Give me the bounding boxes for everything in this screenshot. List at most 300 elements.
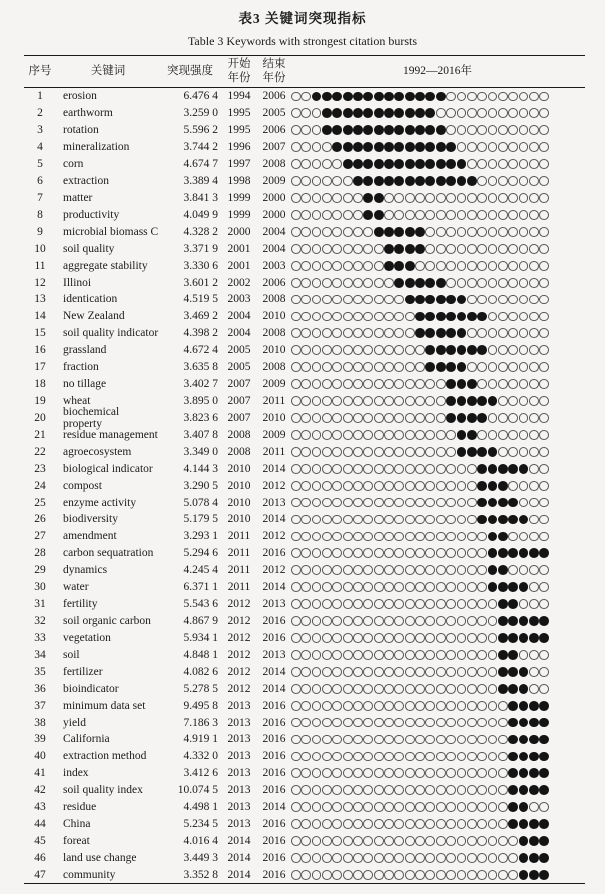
burst-year-dot-empty	[425, 582, 435, 592]
burst-year-dot-filled	[446, 362, 456, 372]
burst-year-dot-empty	[415, 667, 425, 677]
burst-year-dot-empty	[291, 176, 301, 186]
burst-year-dot-empty	[394, 718, 404, 728]
burst-year-dot-empty	[457, 142, 467, 152]
burst-timeline	[290, 278, 585, 288]
burst-year-dot-filled	[384, 108, 394, 118]
table-row	[24, 173, 585, 190]
burst-year-dot-empty	[457, 548, 467, 558]
burst-year-dot-empty	[415, 193, 425, 203]
burst-year-dot-empty	[332, 870, 342, 880]
burst-year-dot-empty	[529, 328, 539, 338]
burst-year-dot-filled	[508, 785, 518, 795]
burst-year-dot-filled	[436, 176, 446, 186]
burst-year-dot-empty	[353, 328, 363, 338]
burst-year-dot-empty	[446, 430, 456, 440]
row-number-cell: 41	[34, 767, 46, 780]
burst-year-dot-empty	[353, 667, 363, 677]
burst-year-dot-empty	[374, 853, 384, 863]
burst-year-dot-empty	[477, 853, 487, 863]
burst-year-dot-empty	[508, 142, 518, 152]
burst-year-dot-empty	[446, 548, 456, 558]
burst-strength-cell: 4.328 2	[183, 225, 218, 238]
burst-year-dot-empty	[363, 582, 373, 592]
burst-year-dot-filled	[363, 108, 373, 118]
burst-year-dot-empty	[322, 701, 332, 711]
burst-year-dot-empty	[425, 735, 435, 745]
burst-year-dot-empty	[519, 125, 529, 135]
burst-year-dot-empty	[374, 532, 384, 542]
burst-year-dot-empty	[312, 785, 322, 795]
burst-year-dot-empty	[353, 532, 363, 542]
burst-timeline	[290, 650, 585, 660]
burst-year-dot-empty	[363, 447, 373, 457]
burst-timeline	[290, 498, 585, 508]
burst-year-dot-filled	[374, 108, 384, 118]
keyword-burst-table	[24, 55, 585, 884]
burst-year-dot-empty	[436, 633, 446, 643]
burst-year-dot-empty	[291, 396, 301, 406]
burst-year-dot-empty	[539, 684, 549, 694]
burst-year-dot-empty	[332, 684, 342, 694]
burst-year-dot-empty	[446, 481, 456, 491]
burst-year-dot-empty	[301, 819, 311, 829]
burst-year-dot-empty	[436, 447, 446, 457]
burst-year-dot-empty	[374, 447, 384, 457]
burst-year-dot-empty	[353, 312, 363, 322]
burst-year-dot-empty	[488, 142, 498, 152]
keyword-cell: aggregate stability	[63, 259, 148, 272]
burst-year-dot-empty	[415, 396, 425, 406]
burst-year-dot-empty	[343, 853, 353, 863]
burst-year-dot-empty	[508, 312, 518, 322]
burst-year-dot-empty	[363, 718, 373, 728]
burst-year-dot-filled	[519, 684, 529, 694]
burst-year-dot-empty	[363, 481, 373, 491]
burst-year-dot-filled	[457, 447, 467, 457]
burst-year-dot-empty	[332, 328, 342, 338]
burst-year-dot-empty	[343, 261, 353, 271]
col-header-timeline-range: 1992—2016年	[403, 65, 472, 78]
burst-year-dot-empty	[539, 582, 549, 592]
table-row	[24, 223, 585, 240]
table-row	[24, 782, 585, 799]
burst-year-dot-empty	[405, 599, 415, 609]
burst-year-dot-empty	[488, 125, 498, 135]
burst-year-dot-empty	[457, 481, 467, 491]
burst-strength-cell: 3.352 8	[183, 868, 218, 881]
burst-year-dot-empty	[312, 396, 322, 406]
table-body	[24, 88, 585, 883]
burst-strength-cell: 4.867 9	[183, 615, 218, 627]
burst-year-dot-empty	[301, 870, 311, 880]
burst-year-dot-empty	[301, 752, 311, 762]
burst-year-dot-empty	[343, 362, 353, 372]
burst-year-dot-empty	[498, 261, 508, 271]
burst-year-dot-filled	[353, 176, 363, 186]
burst-year-dot-empty	[394, 650, 404, 660]
keyword-cell: dynamics	[63, 564, 108, 577]
burst-timeline	[290, 870, 585, 880]
burst-year-dot-filled	[446, 413, 456, 423]
keyword-cell: rotation	[63, 124, 99, 137]
burst-year-dot-empty	[322, 312, 332, 322]
burst-year-dot-empty	[301, 785, 311, 795]
burst-year-dot-empty	[394, 616, 404, 626]
burst-year-dot-empty	[343, 328, 353, 338]
keyword-cell: yield	[63, 716, 86, 729]
burst-year-dot-empty	[374, 701, 384, 711]
burst-year-dot-empty	[363, 532, 373, 542]
burst-year-dot-empty	[436, 768, 446, 778]
row-number-cell: 37	[34, 699, 46, 712]
start-year-cell: 1997	[227, 158, 251, 171]
start-year-cell: 2004	[227, 310, 251, 323]
burst-year-dot-empty	[405, 362, 415, 372]
start-year-cell: 2013	[227, 818, 251, 831]
end-year-cell: 2010	[262, 344, 286, 357]
burst-year-dot-empty	[477, 599, 487, 609]
burst-year-dot-empty	[488, 684, 498, 694]
burst-year-dot-empty	[332, 836, 342, 846]
burst-year-dot-empty	[343, 785, 353, 795]
burst-year-dot-empty	[353, 481, 363, 491]
burst-year-dot-empty	[436, 413, 446, 423]
burst-year-dot-empty	[467, 819, 477, 829]
burst-year-dot-empty	[291, 616, 301, 626]
burst-year-dot-empty	[477, 142, 487, 152]
row-number-cell: 38	[34, 716, 46, 729]
burst-timeline	[290, 295, 585, 305]
burst-year-dot-empty	[353, 244, 363, 254]
burst-year-dot-empty	[301, 481, 311, 491]
burst-year-dot-empty	[291, 498, 301, 508]
burst-year-dot-filled	[488, 582, 498, 592]
burst-year-dot-empty	[425, 616, 435, 626]
burst-year-dot-empty	[488, 430, 498, 440]
burst-year-dot-empty	[343, 701, 353, 711]
burst-year-dot-filled	[394, 278, 404, 288]
burst-year-dot-empty	[405, 328, 415, 338]
burst-year-dot-filled	[405, 278, 415, 288]
burst-year-dot-empty	[539, 430, 549, 440]
burst-year-dot-empty	[519, 565, 529, 575]
burst-year-dot-empty	[477, 227, 487, 237]
burst-year-dot-empty	[291, 447, 301, 457]
burst-year-dot-empty	[446, 853, 456, 863]
burst-year-dot-empty	[291, 768, 301, 778]
burst-year-dot-empty	[353, 413, 363, 423]
burst-year-dot-empty	[384, 447, 394, 457]
burst-year-dot-empty	[291, 515, 301, 525]
burst-year-dot-filled	[508, 752, 518, 762]
burst-year-dot-empty	[363, 785, 373, 795]
burst-year-dot-filled	[519, 548, 529, 558]
burst-strength-cell: 10.074 5	[177, 784, 218, 797]
burst-year-dot-empty	[467, 616, 477, 626]
burst-year-dot-empty	[539, 328, 549, 338]
burst-timeline	[290, 210, 585, 220]
burst-year-dot-empty	[457, 108, 467, 118]
burst-year-dot-empty	[301, 142, 311, 152]
burst-year-dot-filled	[539, 616, 549, 626]
burst-year-dot-empty	[415, 261, 425, 271]
burst-year-dot-empty	[477, 430, 487, 440]
burst-year-dot-empty	[312, 481, 322, 491]
burst-year-dot-empty	[353, 752, 363, 762]
start-year-cell: 2010	[227, 513, 251, 526]
burst-year-dot-empty	[529, 481, 539, 491]
burst-year-dot-filled	[436, 159, 446, 169]
burst-year-dot-empty	[332, 802, 342, 812]
burst-year-dot-empty	[322, 836, 332, 846]
burst-year-dot-empty	[488, 244, 498, 254]
burst-year-dot-empty	[498, 278, 508, 288]
burst-year-dot-empty	[374, 768, 384, 778]
burst-year-dot-empty	[363, 430, 373, 440]
burst-year-dot-empty	[394, 735, 404, 745]
burst-year-dot-empty	[322, 616, 332, 626]
col-header-strength: 突现强度	[167, 65, 213, 78]
row-number-cell: 43	[34, 801, 46, 814]
table-row	[24, 156, 585, 173]
burst-year-dot-empty	[384, 768, 394, 778]
start-year-cell: 2013	[227, 750, 251, 763]
burst-year-dot-empty	[415, 718, 425, 728]
burst-year-dot-filled	[363, 125, 373, 135]
burst-year-dot-filled	[508, 667, 518, 677]
burst-strength-cell: 4.144 3	[183, 462, 218, 475]
burst-year-dot-empty	[353, 498, 363, 508]
burst-year-dot-empty	[425, 396, 435, 406]
burst-year-dot-empty	[508, 295, 518, 305]
burst-year-dot-empty	[332, 768, 342, 778]
burst-year-dot-empty	[343, 481, 353, 491]
burst-year-dot-filled	[477, 312, 487, 322]
burst-year-dot-empty	[301, 396, 311, 406]
burst-year-dot-empty	[467, 701, 477, 711]
burst-year-dot-empty	[488, 193, 498, 203]
burst-year-dot-filled	[446, 312, 456, 322]
burst-year-dot-empty	[488, 836, 498, 846]
burst-year-dot-empty	[332, 481, 342, 491]
burst-year-dot-empty	[322, 633, 332, 643]
burst-strength-cell: 4.016 4	[183, 834, 218, 847]
end-year-cell: 2000	[262, 191, 286, 204]
burst-year-dot-filled	[498, 582, 508, 592]
burst-year-dot-empty	[446, 599, 456, 609]
row-number-cell: 44	[34, 818, 46, 831]
burst-strength-cell: 4.519 5	[183, 293, 218, 306]
burst-timeline	[290, 142, 585, 152]
keyword-cell: community	[63, 868, 116, 881]
burst-timeline	[290, 362, 585, 372]
burst-year-dot-empty	[384, 599, 394, 609]
burst-timeline	[290, 413, 585, 423]
burst-year-dot-filled	[508, 819, 518, 829]
burst-year-dot-empty	[301, 853, 311, 863]
burst-year-dot-empty	[405, 853, 415, 863]
burst-year-dot-filled	[436, 278, 446, 288]
burst-strength-cell: 4.332 0	[183, 750, 218, 763]
burst-year-dot-empty	[519, 532, 529, 542]
burst-year-dot-empty	[291, 853, 301, 863]
burst-year-dot-empty	[477, 768, 487, 778]
burst-year-dot-filled	[425, 312, 435, 322]
end-year-cell: 2016	[262, 851, 286, 864]
burst-year-dot-empty	[436, 802, 446, 812]
burst-year-dot-filled	[539, 870, 549, 880]
end-year-cell: 2011	[262, 445, 286, 458]
burst-year-dot-empty	[343, 548, 353, 558]
burst-year-dot-filled	[498, 548, 508, 558]
burst-year-dot-filled	[529, 548, 539, 558]
burst-year-dot-empty	[291, 548, 301, 558]
burst-year-dot-empty	[539, 312, 549, 322]
burst-year-dot-empty	[322, 362, 332, 372]
burst-year-dot-empty	[457, 752, 467, 762]
burst-year-dot-filled	[394, 261, 404, 271]
burst-year-dot-empty	[353, 464, 363, 474]
burst-year-dot-empty	[353, 785, 363, 795]
burst-year-dot-filled	[384, 244, 394, 254]
burst-year-dot-filled	[394, 176, 404, 186]
burst-year-dot-empty	[394, 548, 404, 558]
burst-strength-cell: 5.294 6	[183, 547, 218, 560]
burst-year-dot-empty	[322, 819, 332, 829]
burst-year-dot-filled	[488, 396, 498, 406]
burst-year-dot-empty	[363, 819, 373, 829]
table-row	[24, 630, 585, 647]
burst-year-dot-empty	[415, 430, 425, 440]
end-year-cell: 2012	[262, 564, 286, 577]
burst-year-dot-empty	[384, 396, 394, 406]
burst-strength-cell: 4.398 2	[183, 327, 218, 340]
burst-year-dot-filled	[467, 345, 477, 355]
row-number-cell: 32	[34, 615, 46, 627]
burst-year-dot-empty	[457, 667, 467, 677]
burst-year-dot-empty	[363, 633, 373, 643]
table-title-zh: 表3 关键词突现指标	[238, 11, 367, 26]
row-number-cell: 15	[34, 327, 46, 340]
burst-year-dot-empty	[539, 227, 549, 237]
row-number-cell: 13	[34, 293, 46, 306]
burst-year-dot-empty	[322, 430, 332, 440]
keyword-cell: residue	[63, 801, 97, 814]
burst-year-dot-empty	[415, 548, 425, 558]
burst-year-dot-empty	[374, 819, 384, 829]
burst-year-dot-empty	[312, 295, 322, 305]
burst-year-dot-empty	[312, 650, 322, 660]
burst-year-dot-filled	[415, 159, 425, 169]
burst-year-dot-empty	[508, 244, 518, 254]
burst-year-dot-empty	[363, 802, 373, 812]
burst-year-dot-empty	[322, 345, 332, 355]
burst-year-dot-filled	[374, 125, 384, 135]
burst-year-dot-filled	[405, 295, 415, 305]
burst-year-dot-empty	[415, 498, 425, 508]
burst-year-dot-empty	[363, 870, 373, 880]
burst-year-dot-empty	[436, 701, 446, 711]
burst-year-dot-filled	[519, 515, 529, 525]
burst-year-dot-empty	[425, 752, 435, 762]
row-number-cell: 18	[34, 378, 46, 391]
burst-year-dot-empty	[343, 633, 353, 643]
burst-year-dot-empty	[498, 159, 508, 169]
burst-year-dot-empty	[363, 396, 373, 406]
start-year-cell: 2011	[227, 547, 251, 560]
burst-year-dot-filled	[353, 159, 363, 169]
burst-year-dot-empty	[384, 735, 394, 745]
burst-year-dot-empty	[394, 515, 404, 525]
burst-year-dot-empty	[425, 599, 435, 609]
burst-year-dot-filled	[436, 142, 446, 152]
burst-year-dot-empty	[332, 244, 342, 254]
burst-year-dot-empty	[508, 227, 518, 237]
burst-year-dot-empty	[312, 802, 322, 812]
burst-year-dot-empty	[312, 261, 322, 271]
burst-year-dot-empty	[508, 870, 518, 880]
burst-year-dot-empty	[332, 718, 342, 728]
burst-year-dot-empty	[343, 819, 353, 829]
burst-year-dot-empty	[322, 295, 332, 305]
end-year-cell: 2009	[262, 175, 286, 188]
burst-year-dot-empty	[374, 481, 384, 491]
burst-year-dot-filled	[498, 599, 508, 609]
burst-strength-cell: 3.841 3	[183, 191, 218, 204]
burst-year-dot-empty	[374, 735, 384, 745]
burst-year-dot-empty	[291, 735, 301, 745]
burst-year-dot-filled	[457, 159, 467, 169]
burst-year-dot-filled	[436, 125, 446, 135]
burst-year-dot-empty	[529, 599, 539, 609]
burst-year-dot-empty	[467, 328, 477, 338]
burst-year-dot-filled	[425, 328, 435, 338]
burst-year-dot-empty	[322, 532, 332, 542]
burst-year-dot-empty	[467, 548, 477, 558]
burst-year-dot-empty	[332, 752, 342, 762]
burst-year-dot-empty	[405, 345, 415, 355]
keyword-cell: soil organic carbon	[63, 615, 151, 627]
burst-year-dot-empty	[498, 142, 508, 152]
start-year-cell: 2013	[227, 784, 251, 797]
burst-year-dot-empty	[477, 870, 487, 880]
burst-year-dot-empty	[291, 718, 301, 728]
burst-year-dot-filled	[374, 176, 384, 186]
table-row	[24, 477, 585, 494]
burst-year-dot-empty	[405, 430, 415, 440]
burst-strength-cell: 5.179 5	[183, 513, 218, 526]
row-number-cell: 33	[34, 631, 46, 644]
keyword-cell: wheat	[63, 395, 91, 408]
burst-year-dot-empty	[332, 515, 342, 525]
burst-year-dot-empty	[539, 379, 549, 389]
burst-year-dot-empty	[519, 345, 529, 355]
row-number-cell: 29	[34, 564, 46, 577]
end-year-cell: 2016	[262, 784, 286, 797]
burst-year-dot-filled	[539, 768, 549, 778]
burst-year-dot-empty	[529, 261, 539, 271]
burst-year-dot-filled	[457, 312, 467, 322]
burst-year-dot-empty	[291, 802, 301, 812]
burst-year-dot-empty	[312, 210, 322, 220]
burst-year-dot-empty	[457, 802, 467, 812]
burst-year-dot-empty	[343, 312, 353, 322]
burst-year-dot-empty	[394, 210, 404, 220]
keyword-cell: compost	[63, 479, 102, 492]
burst-year-dot-empty	[425, 785, 435, 795]
burst-year-dot-empty	[446, 752, 456, 762]
